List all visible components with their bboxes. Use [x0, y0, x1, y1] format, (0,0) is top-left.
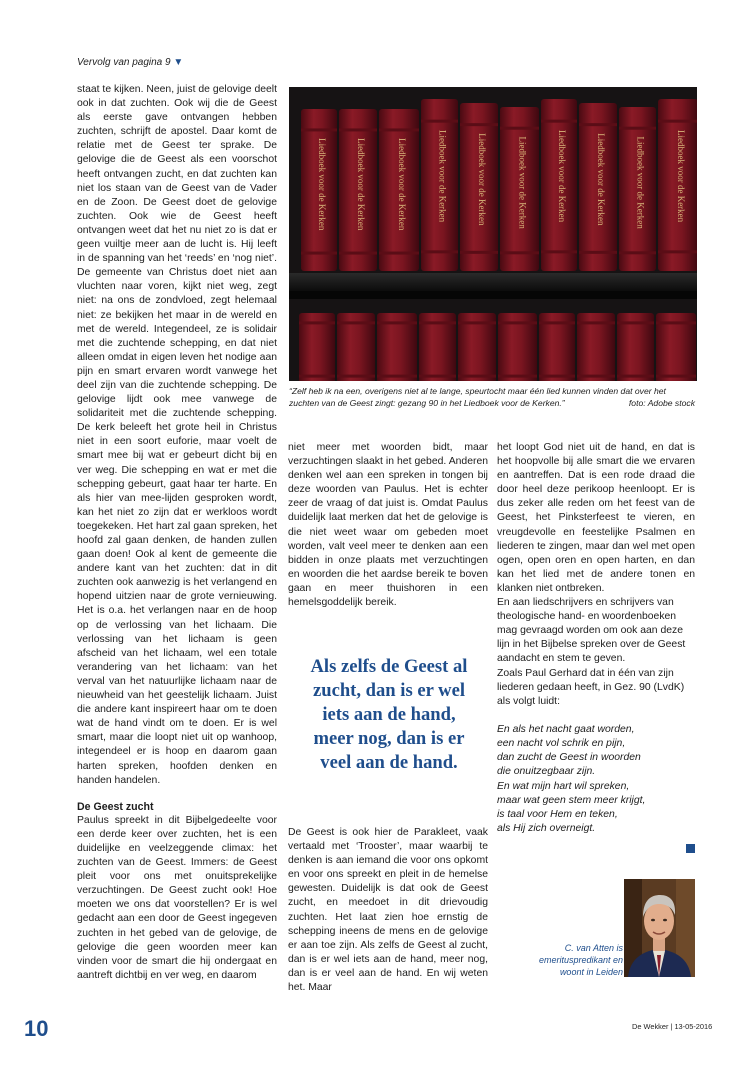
spine-title: Liedboek voor de Kerken: [676, 129, 686, 223]
hymnbook-spine: [339, 109, 377, 271]
poem-line: En als het nacht gaat worden,: [497, 723, 635, 735]
subheading: De Geest zucht: [77, 800, 154, 813]
spine-title: Liedboek voor de Kerken: [517, 136, 528, 229]
poem-line: als Hij zich overneigt.: [497, 823, 596, 835]
column3-paragraph: het loopt God niet uit de hand, en dat is het hoopvolle bij alle smart die we ervaren en aantreffen. Dat is een rode draad die door heel deze perikoop heenloopt. Er is dus zeker alle reden om het feest van de Geest, het Pinksterfeest te vieren, en vreugdevolle en feestelijke Psalmen en liederen te zingen, maar dan wel met open ogen, open oren en open harten, en dan kan het lied met de andere tonen en klanken niet ontbreken.: [497, 442, 695, 594]
hymnbook-spine: [498, 313, 537, 381]
bookshelf-illustration: [289, 87, 697, 381]
poem-line: maar wat geen stem meer krijgt,: [497, 794, 646, 806]
hymnbook-spine: [617, 313, 654, 381]
poem-line: dan zucht de Geest in woorden: [497, 752, 641, 764]
poem-line: En wat mijn hart wil spreken,: [497, 780, 630, 792]
column1-paragraph-2: Paulus spreekt in dit Bijbelgedeelte voor een derde keer over zuchten, het is een duidelijke en veelzeggende climax: het zuchten van de Geest. Immers: de Geest pleit voor ons met onuitsprekelijke verzuchtingen. De Geest zucht ook! Hoe moeten we ons dat voorstellen? Er is wel gedacht aan een door de Geest ingegeven zuchten in het gebed van de gelovige, de gelovige die geen woorden meer kan vinden voor de smart die hij ondergaat en aantreft dichtbij en ver weg, en daarom: [77, 814, 277, 981]
article-column-2: [288, 441, 488, 610]
hymnbook-spine: [299, 313, 335, 381]
article-column-1: [77, 83, 277, 983]
article-column-2-lower: [288, 826, 488, 995]
spine-title: Liedboek voor de Kerken: [397, 138, 407, 231]
poem-line: die onuitzegbaar zijn.: [497, 766, 596, 778]
hymnbook-photo: [289, 87, 697, 381]
column2-paragraph-2: De Geest is ook hier de Parakleet, vaak vertaald met ‘Trooster’, maar waarbij te denken is aan iemand die voor ons opkomt en voor ons spreekt en pleit in de hemelse gewesten. Duidelijk is dat ook de Geest zucht, en meedoet in dit drievoudig zuchten. Het laat zien hoe ernstig de schepping ineens de mens en de gelovige er aan toe zijn. Als zelfs de Geest al zucht, dan is er wel iets aan de hand, meer nog, dan is er veel aan de hand. En wij weten het. Maar: [288, 827, 488, 994]
continued-from: [77, 57, 183, 68]
poem-line: is taal voor Hem en teken,: [497, 809, 618, 820]
author-portrait-illustration: [624, 879, 695, 977]
hymnbook-spine: [301, 109, 337, 271]
hymnbook-spine: [377, 313, 417, 381]
spine-title: Liedboek voor de Kerken: [596, 133, 606, 226]
poem-line: een nacht vol schrik en pijn,: [497, 737, 626, 749]
page-number: 10: [24, 1016, 49, 1041]
caption-text: “Zelf heb ik na een, overigens niet al te lange, speurtocht maar één lied kunnen vinden dat over het zuchten van de Geest zingt: gezang 90 in het Liedboek voor de Kerken.”: [289, 386, 666, 408]
hymnbook-spine: [656, 313, 696, 381]
spine-title: Liedboek voor de Kerken: [477, 133, 487, 226]
hymnbook-spine: [541, 99, 577, 271]
column1-paragraph: staat te kijken. Neen, juist de gelovige deelt ook in dat zuchten. Ook wij die de Geest als eerste gave ontvangen hebben zuchten, schrijft de apostel. Daar komt de relatie met de Geest ter sprake. De gelovige die de Geest als een voorschot heeft ontvangen zucht, en dat zuchten kan niet los staan van de Geest van de Vader en de Zoon. De Geest doet de gelovige zuchten. Ook wie de Geest heeft ontvangen weet dat het nu niet zo is dat er geen vuiltje meer aan de lucht is. Hij leeft in de spanning van het ‘reeds’ en ‘nog niet’. De gemeente van Christus doet niet aan vluchten naar voren, kijkt niet weg, zegt niet: na ons de zondvloed, zegt helemaal niet: ze bekijken het maar in de wereld en met de wereld. Integendeel, ze is solidair met die zuchtende schepping, en dat niet alleen omdat in eigen leven het nodige aan pijn en smart ervaren wordt vanwege het deel zijn van die zuchtende schepping. De gelovige lijdt ook mee vanwege de solidariteit met die zuchtende schepping. De kerk beleeft het grote heil in Christus niet in een soort euforie, maar voelt de smart mee bij wat er gebeurt dicht bij en ver weg. Die schepping en wat er met die schepping gebeurt, gaat haar ter harte. En als hier van mee-lijden gesproken wordt, kan het niet zo zijn dat er werkloos wordt toegekeken. Het hart zal gaan spreken, het hoofd zal gaan denken, de handen zullen gaan doen! Ook al kent de gemeente die andere kant van het zuchten: dat in dit zuchten ook aanwezig is het verlangend en hopend uitzien naar de grote vernieuwing. Het is o.a. het verlangen naar en de hoop op de verlossing van het lichaam. Die verlossing van het lichaam is geen afscheid van het lichaam, wel een totale verandering van het lichaam: van het verval van het natuurlijke lichaam naar de nieuwheid van het geestelijk lichaam. Juist die andere kant inspireert haar om te doen wat de hand vindt om te doen. Er is wel smart, maar die loopt niet uit op wanhoop, integendeel er is hoop en daarom gaan harten spreken, hoofden denken en handen handelen.: [77, 84, 277, 786]
column2-paragraph: niet meer met woorden bidt, maar verzuchtingen slaakt in het gebed. Anderen denken wel aan een spreken in tongen bij deze woorden van Paulus. Het is echter zeer de vraag of dat juist is. Omdat Paulus duidelijk laat merken dat het de gelovige is die niet weet waar om gebeden moet worden, valt veel meer te denken aan een bidden in onze plaats met verzuchtingen en woorden die het aardse bereik te boven gaan en meer thuishoren in een hemelsgoddelijk bereik.: [288, 442, 488, 609]
triangle-down-icon: ▼: [173, 57, 184, 68]
author-portrait: [624, 879, 695, 977]
author-caption: C. van Atten is emerituspredikant en woont in Leiden: [538, 943, 623, 977]
publication-footer: De Wekker | 13-05-2016: [632, 1022, 713, 1031]
hymnbook-spine: [337, 313, 375, 381]
column3-paragraph-2: En aan liedschrijvers en schrijvers van theologische hand- en woordenboeken mag gevraagd worden om ook aan deze lijn in het Bijbelse spreken over de Geest aandacht en stem te geven.: [497, 597, 686, 665]
poem: [497, 723, 695, 837]
photo-caption: [289, 385, 697, 409]
hymnbook-spine: [658, 99, 697, 271]
hymnbook-spine: [460, 103, 498, 271]
photo-credit: foto: Adobe stock: [628, 398, 695, 408]
article-column-3: [497, 441, 695, 836]
hymnbook-spine: [458, 313, 496, 381]
continued-label: Vervolg van pagina 9: [77, 57, 171, 68]
column3-paragraph-3: Zoals Paul Gerhard dat in één van zijn liederen gedaan heeft, in Gez. 90 (LvdK) als volgt luidt:: [497, 667, 685, 707]
spine-title: Liedboek voor de Kerken: [356, 138, 366, 231]
hymnbook-spine: [379, 109, 419, 271]
spine-title: Liedboek voor de Kerken: [437, 129, 448, 223]
spine-title: Liedboek voor de Kerken: [557, 129, 567, 223]
hymnbook-spine: [421, 99, 458, 271]
hymnbook-spine: [619, 107, 656, 271]
hymnbook-spine: [500, 107, 539, 271]
hymnbook-spine: [577, 313, 615, 381]
end-of-article-square-icon: [686, 844, 695, 853]
spine-title: Liedboek voor de Kerken: [317, 138, 327, 231]
hymnbook-spine: [579, 103, 617, 271]
pull-quote: Als zelfs de Geest al zucht, dan is er wel iets aan de hand, meer nog, dan is er veel aan de hand.: [310, 656, 468, 773]
spine-title: Liedboek voor de Kerken: [635, 136, 646, 229]
hymnbook-spine: [419, 313, 456, 381]
hymnbook-spine: [539, 313, 575, 381]
